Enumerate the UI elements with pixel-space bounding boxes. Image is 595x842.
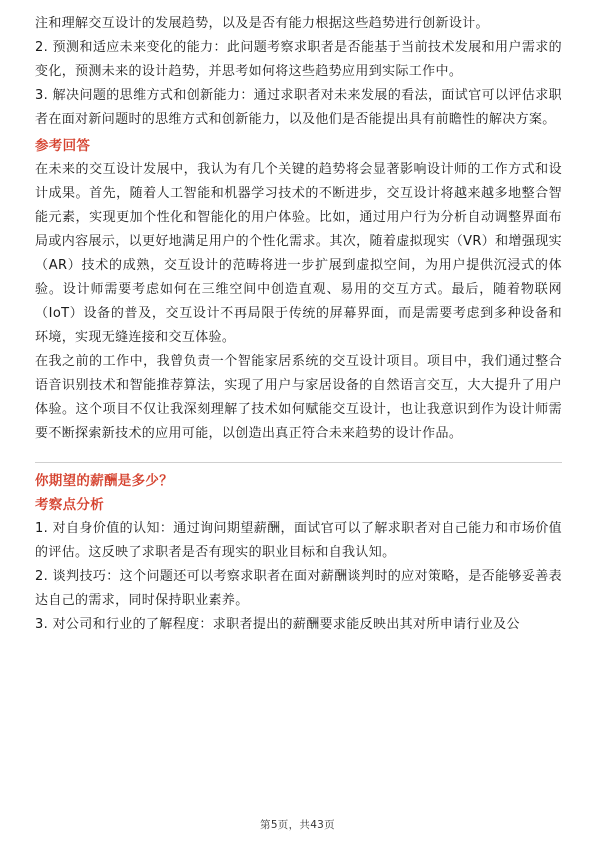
analysis-heading: 考察点分析: [35, 497, 104, 513]
reference-answer-paragraph-2: 在我之前的工作中，我曾负责一个智能家居系统的交互设计项目。项目中，我们通过整合语音识别技术和智能推荐算法，实现了用户与家居设备的自然语言交互，大大提升了用户体验。这个项目不仅让我深刻理解了技术如何赋能交互设计，也让我意识到作为设计师需要不断探索新技术的应用可能，以创造出真正符合未来趋势的设计作品。: [35, 354, 562, 441]
analysis-point-1-tail: 注和理解交互设计的发展趋势，以及是否有能力根据这些趋势进行创新设计。: [35, 16, 489, 31]
analysis-point-2: 2. 预测和适应未来变化的能力：此问题考察求职者是否能基于当前技术发展和用户需求的变化，预测未来的设计趋势，并思考如何将这些趋势应用到实际工作中。: [35, 40, 562, 79]
section-divider: [35, 462, 562, 463]
salary-analysis-point-3: 3. 对公司和行业的了解程度：求职者提出的薪酬要求能反映出其对所申请行业及公: [35, 617, 520, 632]
page-number-footer: 第5页，共43页: [260, 819, 335, 831]
reference-answer-heading: 参考回答: [35, 138, 91, 154]
question-title: 你期望的薪酬是多少？: [35, 473, 173, 489]
salary-analysis-point-2: 2. 谈判技巧：这个问题还可以考察求职者在面对薪酬谈判时的应对策略，是否能够妥善表达自己的需求，同时保持职业素养。: [35, 569, 562, 608]
analysis-point-3: 3. 解决问题的思维方式和创新能力：通过求职者对未来发展的看法，面试官可以评估求职者在面对新问题时的思维方式和创新能力，以及他们是否能提出具有前瞻性的解决方案。: [35, 88, 562, 127]
page-content: [35, 12, 562, 637]
reference-answer-paragraph-1: 在未来的交互设计发展中，我认为有几个关键的趋势将会显著影响设计师的工作方式和设计成果。首先，随着人工智能和机器学习技术的不断进步，交互设计将越来越多地整合智能元素，实现更加个性化和智能化的用户体验。比如，通过用户行为分析自动调整界面布局或内容展示，以更好地满足用户的个性化需求。其次，随着虚拟现实（VR）和增强现实（AR）技术的成熟，交互设计的范畴将进一步扩展到虚拟空间，为用户提供沉浸式的体验。设计师需要考虑如何在三维空间中创造直观、易用的交互方式。最后，随着物联网（IoT）设备的普及，交互设计不再局限于传统的屏幕界面，而是需要考虑到多种设备和环境，实现无缝连接和交互体验。: [35, 162, 562, 345]
salary-analysis-point-1: 1. 对自身价值的认知：通过询问期望薪酬，面试官可以了解求职者对自己能力和市场价值的评估。这反映了求职者是否有现实的职业目标和自我认知。: [35, 521, 562, 560]
